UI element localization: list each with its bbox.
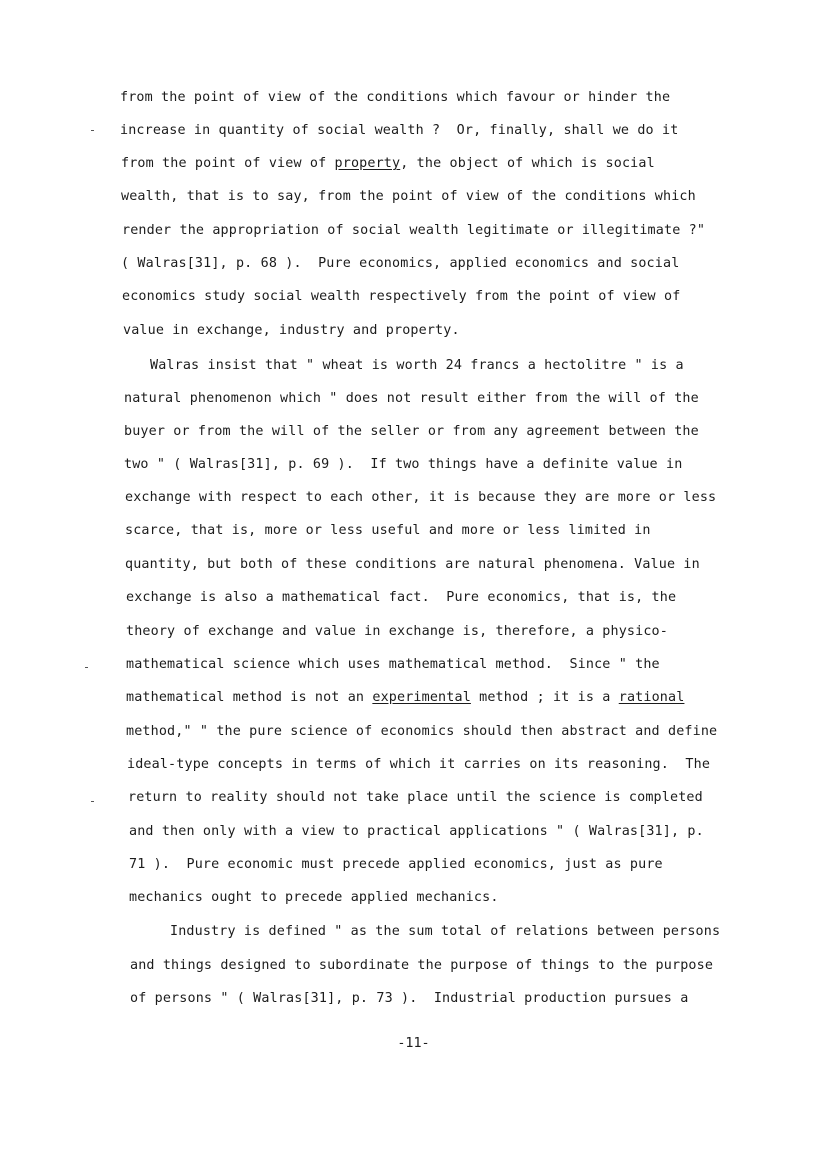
line-text: exchange is also a mathematical fact. Pure economics, that is, the <box>126 590 677 605</box>
line-text: from the point of view of <box>121 156 335 171</box>
text-line <box>126 690 684 706</box>
text-line <box>126 657 660 673</box>
text-line <box>129 857 663 873</box>
text-line <box>170 924 720 940</box>
text-line <box>130 958 713 974</box>
line-text: 71 ). Pure economic must precede applied economics, just as pure <box>129 857 663 872</box>
line-text: quantity, but both of these conditions are natural phenomena. Value in <box>125 557 700 572</box>
line-text: exchange with respect to each other, it is because they are more or less <box>125 490 717 505</box>
line-text: Industry is defined " as the sum total of relations between persons <box>170 924 721 939</box>
line-text: natural phenomenon which " does not result either from the will of the <box>124 391 699 406</box>
text-line <box>121 189 696 205</box>
text-line <box>124 457 682 473</box>
text-line <box>124 424 699 440</box>
line-text: theory of exchange and value in exchange is, therefore, a physico- <box>126 624 668 639</box>
text-line <box>125 523 651 539</box>
line-text: , the object of which is social <box>400 156 655 171</box>
line-text: two " ( Walras[31], p. 69 ). If two things have a definite value in <box>124 457 683 472</box>
text-line <box>120 90 670 106</box>
line-text: increase in quantity of social wealth ? Or, finally, shall we do it <box>120 123 679 138</box>
text-line <box>128 790 703 806</box>
line-text: mathematical method is not an <box>126 690 373 705</box>
line-text: method ; it is a <box>470 690 619 705</box>
line-text: from the point of view of the conditions which favour or hinder the <box>120 90 671 105</box>
text-line <box>127 757 710 773</box>
text-line <box>121 256 679 272</box>
line-text: render the appropriation of social wealth legitimate or illegitimate ?" <box>122 223 706 238</box>
line-text: method," " the pure science of economics should then abstract and define <box>126 724 718 739</box>
text-line <box>125 557 700 573</box>
page-number: -11- <box>397 1036 430 1051</box>
text-line <box>121 156 655 172</box>
line-text: of persons " ( Walras[31], p. 73 ). Industrial production pursues a <box>130 991 689 1006</box>
underlined-word: property <box>334 156 401 171</box>
scan-mark <box>85 667 88 668</box>
text-line <box>124 391 699 407</box>
text-line <box>126 724 717 740</box>
text-line <box>122 289 680 305</box>
line-text: economics study social wealth respectively from the point of view of <box>122 289 681 304</box>
line-text: ideal-type concepts in terms of which it carries on its reasoning. The <box>127 757 711 772</box>
scan-mark <box>91 130 94 131</box>
text-line <box>126 590 676 606</box>
text-line <box>122 223 705 239</box>
line-text: return to reality should not take place until the science is completed <box>128 790 703 805</box>
line-text: and then only with a view to practical applications " ( Walras[31], p. <box>129 824 704 839</box>
line-text: and things designed to subordinate the purpose of things to the purpose <box>130 958 714 973</box>
underlined-word: rational <box>618 690 685 705</box>
line-text: ( Walras[31], p. 68 ). Pure economics, applied economics and social <box>121 256 680 271</box>
text-line <box>126 624 668 640</box>
text-line <box>123 323 460 339</box>
line-text: Walras insist that " wheat is worth 24 francs a hectolitre " is a <box>150 358 684 373</box>
text-line <box>125 490 716 506</box>
line-text: scarce, that is, more or less useful and more or less limited in <box>125 523 651 538</box>
line-text: value in exchange, industry and property. <box>123 323 460 338</box>
line-text: mathematical science which uses mathematical method. Since " the <box>126 657 660 672</box>
line-text: wealth, that is to say, from the point of view of the conditions which <box>121 189 696 204</box>
text-line <box>120 123 678 139</box>
underlined-word: experimental <box>372 690 471 705</box>
text-line <box>129 890 499 906</box>
line-text: mechanics ought to precede applied mechanics. <box>129 890 499 905</box>
text-line <box>129 824 704 840</box>
line-text: buyer or from the will of the seller or from any agreement between the <box>124 424 699 439</box>
text-line <box>130 991 688 1007</box>
scan-mark <box>91 801 94 802</box>
text-line <box>150 358 684 374</box>
